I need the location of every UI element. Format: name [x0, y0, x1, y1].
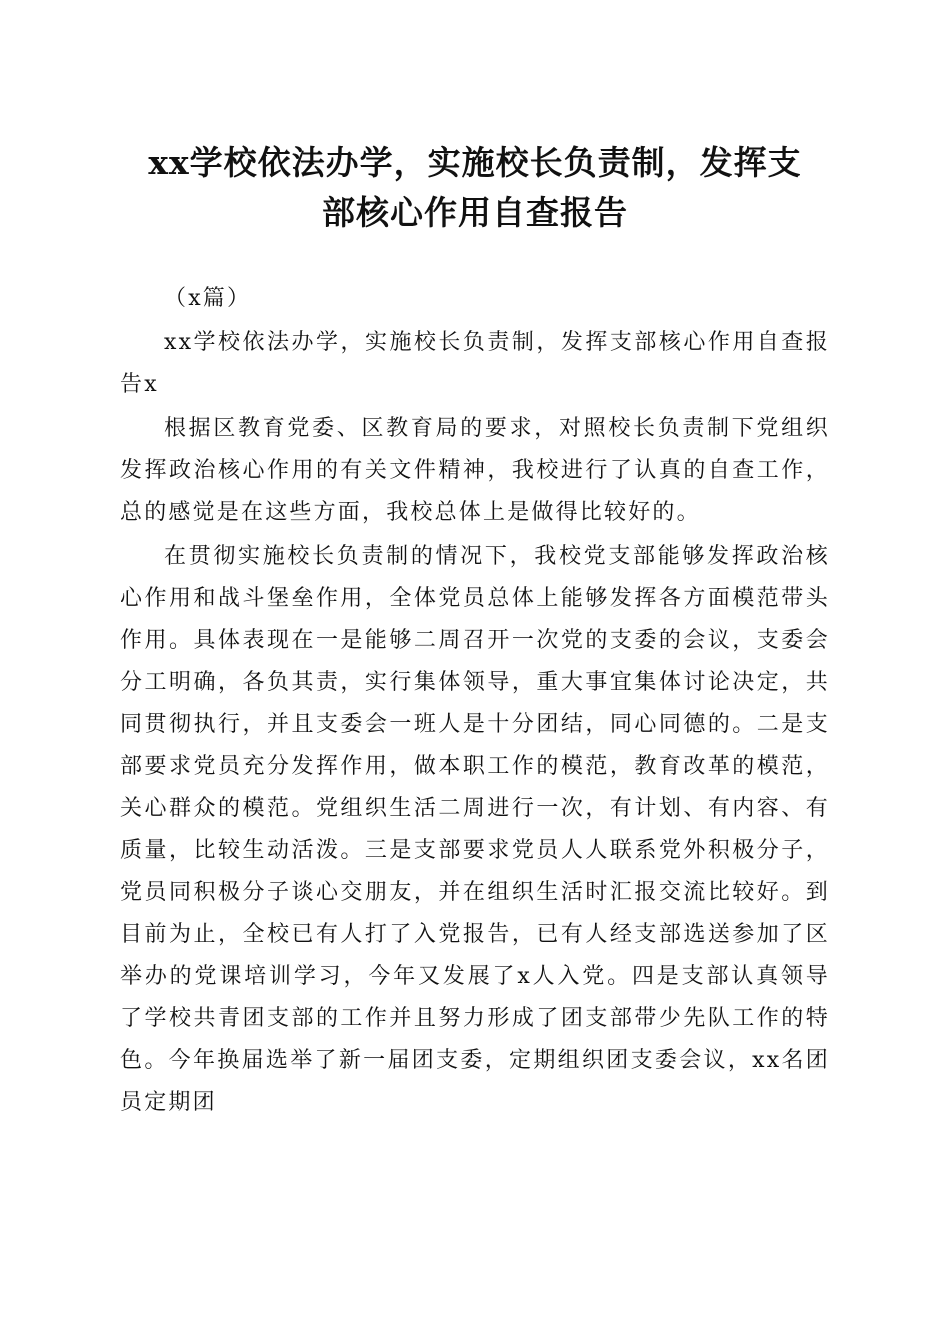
series-label: （x篇）	[164, 286, 252, 311]
title-line-2: 部核心作用自查报告	[322, 193, 628, 232]
paragraph-3: 在贯彻实施校长负责制的情况下，我校党支部能够发挥政治核心作用和战斗堡垒作用，全体党员总体上能够发挥各方面模范带头作用。具体表现在一是能够二周召开一次党的支委的会议，支委会分工明确，各负其责，实行集体领导，重大事宜集体讨论决定，共同贯彻执行，并且支委会一班人是十分团结，同心同德的。二是支部要求党员充分发挥作用，做本职工作的模范，教育改革的模范，关心群众的模范。党组织生活二周进行一次，有计划、有内容、有质量，比较生动活泼。三是支部要求党员人人联系党外积极分子，党员同积极分子谈心交朋友，并在组织生活时汇报交流比较好。到目前为止，全校已有人打了入党报告，已有人经支部选送参加了区举办的党课培训学习，今年又发展了x人入党。四是支部认真领导了学校共青团支部的工作并且努力形成了团支部带少先队工作的特色。今年换届选举了新一届团支委，定期组织团支委会议，xx名团员定期团	[120, 544, 830, 1115]
document-body	[120, 278, 830, 1124]
paragraph-1: xx学校依法办学，实施校长负责制，发挥支部核心作用自查报告x	[120, 330, 830, 397]
document-title	[110, 138, 840, 238]
title-line-1: xx学校依法办学，实施校长负责制，发挥支	[148, 143, 802, 182]
paragraph-2: 根据区教育党委、区教育局的要求，对照校长负责制下党组织发挥政治核心作用的有关文件精神，我校进行了认真的自查工作，总的感觉是在这些方面，我校总体上是做得比较好的。	[120, 416, 830, 525]
